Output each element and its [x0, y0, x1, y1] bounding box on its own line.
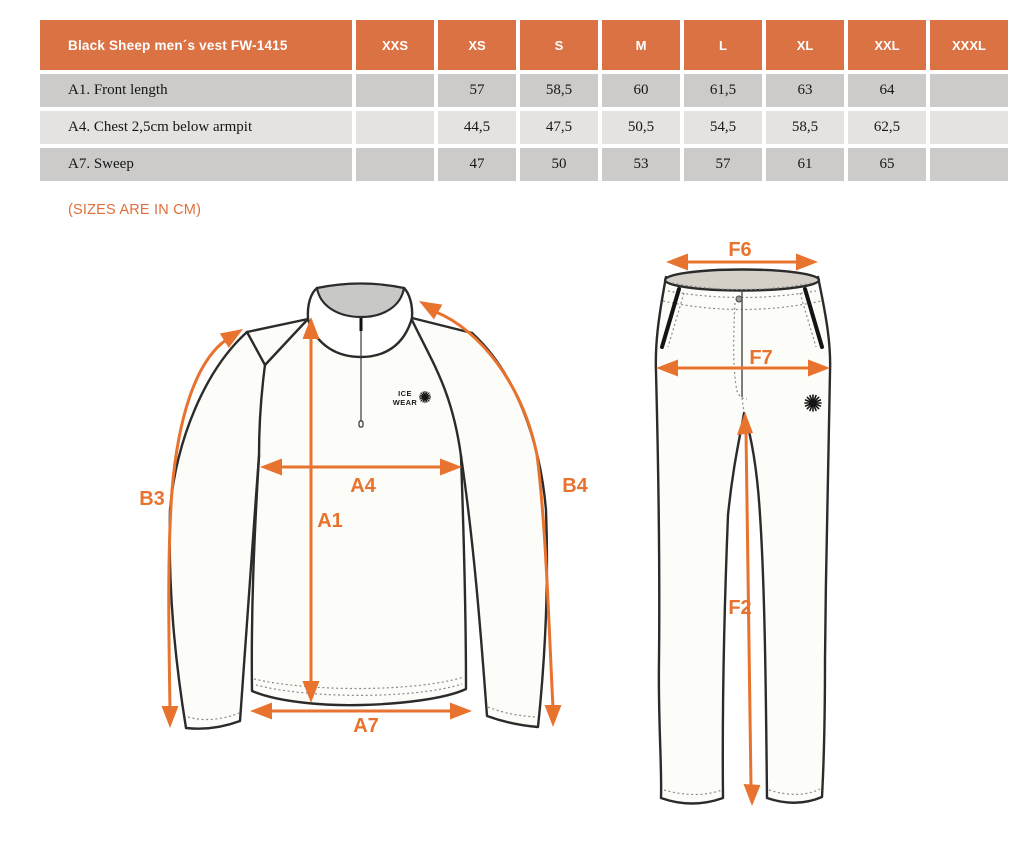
- logo-line2: WEAR: [392, 398, 418, 407]
- size-value-cell: 65: [848, 148, 926, 181]
- size-value-cell: 50: [520, 148, 598, 181]
- table-row-chest: [40, 111, 1008, 144]
- size-column-header-xxl: XXL: [848, 20, 926, 70]
- size-chart-table: [36, 16, 1012, 185]
- vest-measurement-diagram: [130, 260, 610, 750]
- measurement-label: A7. Sweep: [40, 148, 352, 181]
- size-value-cell: 63: [766, 74, 844, 107]
- size-value-cell: 50,5: [602, 111, 680, 144]
- label-b3: B3: [139, 488, 165, 510]
- size-value-cell: 47: [438, 148, 516, 181]
- size-value-cell: 44,5: [438, 111, 516, 144]
- label-a4: A4: [350, 475, 376, 497]
- size-value-cell: [930, 74, 1008, 107]
- measurement-label: A4. Chest 2,5cm below armpit: [40, 111, 352, 144]
- label-b4: B4: [562, 475, 588, 497]
- units-note: (SIZES ARE IN CM): [68, 202, 202, 218]
- size-column-header-xs: XS: [438, 20, 516, 70]
- size-value-cell: [356, 148, 434, 181]
- size-value-cell: 54,5: [684, 111, 762, 144]
- logo-line1: ICE: [398, 389, 412, 398]
- size-value-cell: [356, 74, 434, 107]
- size-value-cell: [930, 111, 1008, 144]
- size-column-header-xxs: XXS: [356, 20, 434, 70]
- size-column-header-xxxl: XXXL: [930, 20, 1008, 70]
- label-f6: F6: [728, 240, 752, 261]
- size-value-cell: [356, 111, 434, 144]
- size-value-cell: 60: [602, 74, 680, 107]
- size-value-cell: 61,5: [684, 74, 762, 107]
- table-row-front-length: [40, 74, 1008, 107]
- pants-measurement-diagram: [630, 240, 950, 820]
- size-value-cell: 58,5: [766, 111, 844, 144]
- table-row-sweep: [40, 148, 1008, 181]
- label-f2: F2: [728, 597, 752, 619]
- size-value-cell: 64: [848, 74, 926, 107]
- collar-inside: [317, 284, 404, 318]
- measurement-label: A1. Front length: [40, 74, 352, 107]
- size-column-header-m: M: [602, 20, 680, 70]
- size-value-cell: 62,5: [848, 111, 926, 144]
- waist-button: [736, 296, 742, 302]
- size-column-header-s: S: [520, 20, 598, 70]
- size-value-cell: 61: [766, 148, 844, 181]
- size-column-header-xl: XL: [766, 20, 844, 70]
- label-a7: A7: [353, 715, 379, 737]
- size-value-cell: 47,5: [520, 111, 598, 144]
- label-f7: F7: [749, 347, 773, 369]
- label-a1: A1: [317, 510, 343, 532]
- snowflake-icon: [805, 395, 821, 411]
- table-title: Black Sheep men´s vest FW-1415: [40, 20, 352, 70]
- size-column-header-l: L: [684, 20, 762, 70]
- size-value-cell: 53: [602, 148, 680, 181]
- size-value-cell: [930, 148, 1008, 181]
- table-header-row: [40, 20, 1008, 70]
- waist-opening: [665, 270, 819, 291]
- size-value-cell: 57: [684, 148, 762, 181]
- size-value-cell: 57: [438, 74, 516, 107]
- snowflake-icon: [420, 392, 431, 403]
- size-value-cell: 58,5: [520, 74, 598, 107]
